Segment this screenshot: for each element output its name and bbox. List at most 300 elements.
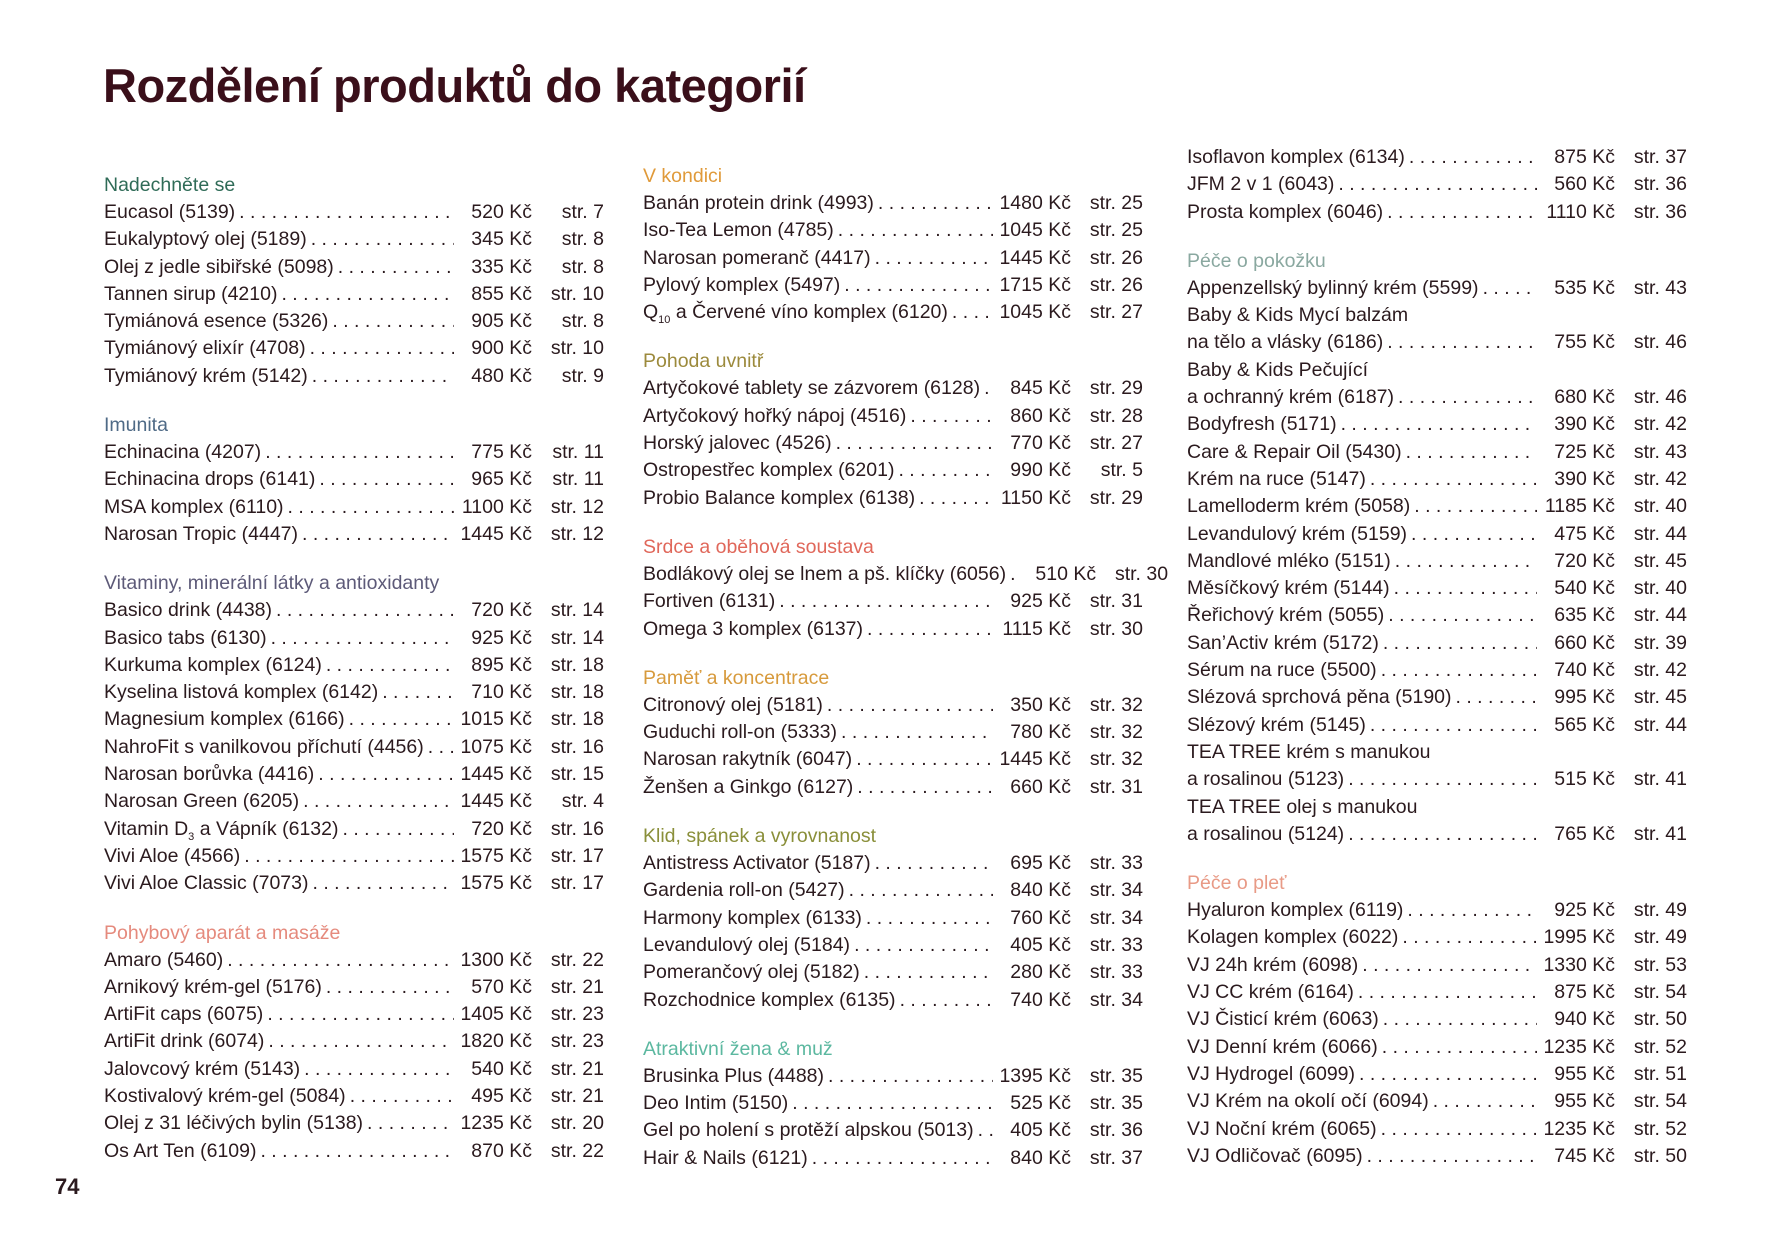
page-reference: str. 11	[552, 441, 604, 464]
page-reference: str. 37	[1089, 1146, 1143, 1169]
product-name-line: TEA TREE olej s manukou	[1187, 795, 1418, 818]
page-reference: str. 34	[1089, 988, 1143, 1011]
product-price: 765 Kč	[1554, 822, 1615, 845]
dot-leader	[227, 947, 454, 974]
product-row	[1187, 630, 1687, 657]
dot-leader	[1370, 466, 1537, 493]
product-name: VJ Odličovač (6095)	[1187, 1144, 1363, 1167]
product-name: Omega 3 komplex (6137)	[643, 617, 864, 640]
product-row	[104, 308, 604, 335]
product-row	[1187, 521, 1687, 548]
page-reference: str. 21	[550, 1085, 604, 1108]
page-reference: str. 32	[1089, 721, 1143, 744]
product-price: 995 Kč	[1554, 686, 1615, 709]
product-row	[104, 1138, 604, 1165]
product-row	[1187, 657, 1687, 684]
product-price: 925 Kč	[1010, 590, 1071, 613]
product-row	[104, 679, 604, 706]
page-reference: str. 23	[550, 1003, 604, 1026]
dot-leader	[1383, 1006, 1537, 1033]
dot-leader	[326, 974, 454, 1001]
dot-leader	[1407, 897, 1537, 924]
product-price: 900 Kč	[471, 337, 532, 360]
product-name: Tymiánový krém (5142)	[104, 364, 308, 387]
product-name: Vivi Aloe Classic (7073)	[104, 872, 309, 895]
dot-leader	[312, 363, 454, 390]
page-reference: str. 12	[550, 495, 604, 518]
dot-leader	[875, 245, 993, 272]
product-row	[643, 692, 1143, 719]
page-number: 74	[55, 1174, 80, 1199]
product-name: MSA komplex (6110)	[104, 495, 284, 518]
page-reference: str. 44	[1633, 713, 1687, 736]
product-price: 840 Kč	[1010, 879, 1071, 902]
product-price: 955 Kč	[1554, 1062, 1615, 1085]
product-row	[1187, 199, 1687, 226]
product-name: Appenzellský bylinný krém (5599)	[1187, 276, 1479, 299]
product-name: a rosalinou (5123)	[1187, 768, 1345, 791]
page-reference: str. 44	[1633, 604, 1687, 627]
dot-leader	[910, 403, 993, 430]
dot-leader	[779, 588, 993, 615]
product-name: Sérum na ruce (5500)	[1187, 659, 1377, 682]
product-name: Narosan borůvka (4416)	[104, 763, 315, 786]
page-reference: str. 16	[550, 735, 604, 758]
product-row	[643, 403, 1143, 430]
dot-leader	[878, 190, 993, 217]
product-name: Probio Balance komplex (6138)	[643, 486, 916, 509]
product-row	[643, 588, 1143, 615]
product-row	[643, 932, 1143, 959]
page-reference: str. 50	[1633, 1144, 1687, 1167]
product-price: 280 Kč	[1010, 961, 1071, 984]
category-section	[643, 162, 1143, 326]
product-name: a ochranný krém (6187)	[1187, 386, 1395, 409]
product-row	[104, 597, 604, 624]
product-name: Horský jalovec (4526)	[643, 432, 832, 455]
product-row	[643, 561, 1169, 588]
category-title: Srdce a oběhová soustava	[643, 535, 874, 558]
product-row	[1187, 897, 1687, 924]
product-row	[104, 1056, 604, 1083]
page-reference: str. 22	[550, 1139, 604, 1162]
dot-leader	[1411, 521, 1537, 548]
page-reference: str. 18	[550, 681, 604, 704]
product-price: 775 Kč	[471, 441, 532, 464]
product-name: Iso-Tea Lemon (4785)	[643, 219, 834, 242]
product-row	[1187, 766, 1687, 793]
product-name: Olej z 31 léčivých bylin (5138)	[104, 1112, 364, 1135]
dot-leader	[828, 1063, 993, 1090]
column-1	[104, 171, 604, 1186]
page-reference: str. 18	[550, 653, 604, 676]
product-name: Kyselina listová komplex (6142)	[104, 681, 379, 704]
product-name: Rozchodnice komplex (6135)	[643, 988, 896, 1011]
product-row	[1187, 712, 1687, 739]
product-name: Levandulový krém (5159)	[1187, 522, 1408, 545]
dot-leader	[849, 877, 993, 904]
page-reference: str. 26	[1089, 273, 1143, 296]
dot-leader	[1348, 766, 1537, 793]
page-reference: str. 41	[1633, 822, 1687, 845]
product-name: Narosan pomeranč (4417)	[643, 246, 871, 269]
dot-leader	[1456, 684, 1538, 711]
page-reference: str. 15	[550, 763, 604, 786]
page-reference: str. 33	[1089, 933, 1143, 956]
page-reference: str. 4	[561, 790, 604, 813]
product-price: 390 Kč	[1554, 467, 1615, 490]
product-row	[104, 843, 604, 870]
page-reference: str. 43	[1633, 276, 1687, 299]
product-price: 965 Kč	[471, 468, 532, 491]
product-row	[643, 430, 1143, 457]
product-price: 895 Kč	[471, 653, 532, 676]
product-name: Krém na ruce (5147)	[1187, 467, 1366, 490]
product-row	[1187, 979, 1687, 1006]
product-price: 760 Kč	[1010, 906, 1071, 929]
product-row	[643, 1063, 1143, 1090]
dot-leader	[303, 788, 454, 815]
page-reference: str. 8	[561, 255, 604, 278]
page-reference: str. 49	[1633, 899, 1687, 922]
product-row	[104, 521, 604, 548]
category-title: Péče o pleť	[1187, 872, 1287, 895]
dot-leader	[1388, 602, 1537, 629]
dot-leader	[864, 959, 993, 986]
dot-leader	[1406, 439, 1537, 466]
page-reference: str. 54	[1633, 981, 1687, 1004]
page-reference: str. 9	[561, 364, 604, 387]
product-name: ArtiFit drink (6074)	[104, 1030, 265, 1053]
product-name	[643, 299, 952, 326]
product-name: Vivi Aloe (4566)	[104, 844, 241, 867]
product-row	[104, 439, 604, 466]
product-name: Levandulový olej (5184)	[643, 933, 851, 956]
product-name: a rosalinou (5124)	[1187, 822, 1345, 845]
product-name: Basico drink (4438)	[104, 599, 272, 622]
product-name: Tymiánový elixír (4708)	[104, 337, 306, 360]
product-row	[643, 245, 1143, 272]
product-row	[104, 335, 604, 362]
product-name: Narosan rakytník (6047)	[643, 748, 853, 771]
product-row	[1187, 575, 1687, 602]
dot-leader	[838, 217, 993, 244]
dot-leader	[1359, 1061, 1537, 1088]
product-price: 1185 Kč	[1544, 495, 1615, 518]
product-name-part: Vitamin D	[104, 817, 189, 840]
product-name: VJ CC krém (6164)	[1187, 981, 1354, 1004]
dot-leader	[367, 1110, 454, 1137]
product-price: 560 Kč	[1554, 173, 1615, 196]
product-name: Slézový krém (5145)	[1187, 713, 1366, 736]
dot-leader	[1398, 384, 1537, 411]
dot-leader	[239, 199, 454, 226]
dot-leader	[836, 430, 993, 457]
product-price: 1575 Kč	[460, 844, 532, 867]
product-price: 925 Kč	[1554, 899, 1615, 922]
dot-leader	[792, 1090, 993, 1117]
product-price: 725 Kč	[1554, 440, 1615, 463]
product-name: VJ Denní krém (6066)	[1187, 1035, 1378, 1058]
product-name: Antistress Activator (5187)	[643, 852, 871, 875]
product-price: 525 Kč	[1010, 1092, 1071, 1115]
product-price: 1715 Kč	[999, 273, 1071, 296]
product-row	[104, 761, 604, 788]
product-row	[104, 788, 604, 815]
product-row	[104, 734, 604, 761]
dot-leader	[260, 1138, 454, 1165]
product-row	[1187, 548, 1687, 575]
product-name: Tymiánová esence (5326)	[104, 310, 329, 333]
page-reference: str. 45	[1633, 549, 1687, 572]
product-name: Artyčokové tablety se zázvorem (6128)	[643, 377, 981, 400]
product-price: 720 Kč	[471, 599, 532, 622]
page-reference: str. 34	[1089, 906, 1143, 929]
product-price: 990 Kč	[1010, 459, 1071, 482]
product-price: 660 Kč	[1010, 775, 1071, 798]
page-reference: str. 31	[1089, 775, 1143, 798]
dot-leader	[1370, 712, 1537, 739]
product-name: VJ Krém na okolí očí (6094)	[1187, 1090, 1429, 1113]
dot-leader	[812, 1145, 993, 1172]
page-reference: str. 46	[1633, 386, 1687, 409]
product-name: Měsíčkový krém (5144)	[1187, 577, 1390, 600]
page-reference: str. 44	[1633, 522, 1687, 545]
product-row	[104, 226, 604, 253]
page-reference: str. 22	[550, 948, 604, 971]
category-title: Nadechněte se	[104, 174, 236, 196]
product-row	[1187, 144, 1687, 171]
product-row	[643, 774, 1143, 801]
page-title: Rozdělení produktů do kategorií	[103, 59, 806, 112]
dot-leader	[898, 457, 993, 484]
category-title: Pohybový aparát a masáže	[104, 921, 341, 944]
dot-leader	[1394, 575, 1537, 602]
product-row	[1187, 329, 1687, 356]
product-row	[104, 706, 604, 733]
category-title: Paměť a koncentrace	[643, 666, 830, 689]
category-section	[643, 822, 1143, 1014]
product-price: 1405 Kč	[460, 1003, 532, 1026]
product-row	[643, 1145, 1143, 1172]
dot-leader	[919, 485, 993, 512]
dot-leader	[302, 521, 454, 548]
page-reference: str. 8	[561, 228, 604, 251]
product-row	[104, 974, 604, 1001]
product-price: 405 Kč	[1010, 1119, 1071, 1142]
product-price: 1445 Kč	[460, 763, 532, 786]
product-row	[104, 466, 604, 493]
dot-leader	[900, 987, 993, 1014]
product-price: 1235 Kč	[1543, 1035, 1615, 1058]
product-row	[643, 1090, 1143, 1117]
dot-leader	[1367, 1143, 1537, 1170]
product-row	[1187, 171, 1687, 198]
page-reference: str. 34	[1089, 879, 1143, 902]
product-name-line: Baby & Kids Mycí balzám	[1187, 304, 1409, 327]
product-name-subscript: 3	[188, 830, 195, 843]
page-reference: str. 42	[1633, 413, 1687, 436]
page-reference: str. 21	[550, 975, 604, 998]
product-name: Kurkuma komplex (6124)	[104, 653, 322, 676]
product-price: 955 Kč	[1554, 1090, 1615, 1113]
product-name: Gardenia roll-on (5427)	[643, 879, 845, 902]
page-reference: str. 31	[1089, 590, 1143, 613]
product-price: 720 Kč	[1554, 549, 1615, 572]
product-name-line: TEA TREE krém s manukou	[1187, 740, 1431, 763]
category-section	[643, 347, 1143, 511]
product-price: 710 Kč	[471, 681, 532, 704]
dot-leader	[268, 1028, 454, 1055]
product-price: 745 Kč	[1554, 1144, 1615, 1167]
page-reference: str. 43	[1633, 440, 1687, 463]
product-row	[643, 272, 1143, 299]
product-name: Jalovcový krém (5143)	[104, 1057, 301, 1080]
product-name-part: a Vápník (6132)	[194, 817, 339, 840]
product-price: 780 Kč	[1010, 721, 1071, 744]
product-row	[1187, 952, 1687, 979]
category-title: Vitaminy, minerální látky a antioxidanty	[104, 572, 440, 595]
product-name-first-line	[1187, 794, 1687, 821]
product-row	[104, 199, 604, 226]
product-name: Os Art Ten (6109)	[104, 1139, 257, 1162]
product-price: 1445 Kč	[460, 522, 532, 545]
product-price: 1150 Kč	[1000, 486, 1071, 509]
product-name: Ostropestřec komplex (6201)	[643, 459, 895, 482]
product-row	[104, 652, 604, 679]
product-name	[104, 816, 342, 843]
product-price: 635 Kč	[1554, 604, 1615, 627]
product-row	[1187, 466, 1687, 493]
product-name: VJ Čisticí krém (6063)	[1187, 1008, 1379, 1031]
product-price: 1045 Kč	[999, 301, 1071, 324]
product-row	[104, 947, 604, 974]
product-price: 1445 Kč	[999, 246, 1071, 269]
product-name-line: Baby & Kids Pečující	[1187, 358, 1369, 381]
page-reference: str. 37	[1633, 146, 1687, 168]
product-name: Fortiven (6131)	[643, 590, 776, 613]
page-reference: str. 16	[550, 817, 604, 840]
product-name: NahroFit s vanilkovou příchutí (4456)	[104, 735, 424, 758]
product-price: 1235 Kč	[1543, 1117, 1615, 1140]
product-name-part: Q	[643, 301, 659, 324]
page-reference: str. 30	[1114, 562, 1169, 585]
product-name: Deo Intim (5150)	[643, 1092, 789, 1115]
dot-leader	[428, 734, 454, 761]
product-row	[104, 494, 604, 521]
product-name: Amaro (5460)	[104, 948, 224, 971]
product-row	[104, 363, 604, 390]
page-reference: str. 33	[1089, 961, 1143, 984]
page-reference: str. 52	[1633, 1117, 1687, 1140]
product-price: 875 Kč	[1554, 981, 1615, 1004]
product-name: Řeřichový krém (5055)	[1187, 604, 1385, 627]
product-price: 1115 Kč	[1002, 617, 1071, 640]
page-reference: str. 23	[550, 1030, 604, 1053]
product-row	[643, 217, 1143, 244]
product-row	[104, 1083, 604, 1110]
product-name: Gel po holení s protěží alpskou (5013)	[643, 1119, 974, 1142]
page-reference: str. 17	[550, 872, 604, 895]
product-price: 1110 Kč	[1546, 200, 1615, 223]
product-row	[1187, 411, 1687, 438]
product-row	[1187, 1034, 1687, 1061]
page-reference: str. 30	[1089, 617, 1143, 640]
product-row	[643, 719, 1143, 746]
product-price: 1330 Kč	[1543, 953, 1615, 976]
product-row	[1187, 602, 1687, 629]
dot-leader	[827, 692, 993, 719]
product-name-first-line	[1187, 739, 1687, 766]
product-name: Eukalyptový olej (5189)	[104, 228, 307, 251]
product-name: Artyčokový hořký nápoj (4516)	[643, 404, 907, 427]
dot-leader	[952, 299, 993, 326]
product-name: Narosan Tropic (4447)	[104, 522, 299, 545]
product-price: 390 Kč	[1554, 413, 1615, 436]
page-reference: str. 40	[1633, 495, 1687, 518]
page-reference: str. 52	[1633, 1035, 1687, 1058]
dot-leader	[326, 652, 454, 679]
product-row	[643, 375, 1143, 402]
dot-leader	[338, 254, 454, 281]
dot-leader	[350, 1083, 454, 1110]
product-name: Isoflavon komplex (6134)	[1187, 146, 1405, 168]
product-name: Kostivalový krém-gel (5084)	[104, 1085, 346, 1108]
dot-leader	[1381, 657, 1537, 684]
product-price: 1395 Kč	[999, 1064, 1071, 1087]
category-section	[1187, 144, 1687, 226]
product-name: Banán protein drink (4993)	[643, 192, 874, 214]
page-reference: str. 51	[1633, 1062, 1687, 1085]
product-row	[104, 816, 604, 843]
page-reference: str. 8	[561, 310, 604, 333]
product-price: 1445 Kč	[460, 790, 532, 813]
product-row	[643, 850, 1143, 877]
product-name: Narosan Green (6205)	[104, 790, 300, 813]
product-price: 860 Kč	[1010, 404, 1071, 427]
product-name: Harmony komplex (6133)	[643, 906, 862, 929]
product-row	[1187, 1116, 1687, 1143]
dot-leader	[1362, 952, 1537, 979]
product-name-first-line	[1187, 302, 1687, 329]
dot-leader	[984, 375, 993, 402]
product-name: Eucasol (5139)	[104, 201, 236, 223]
product-name: ArtiFit caps (6075)	[104, 1003, 264, 1026]
product-row	[643, 299, 1143, 326]
product-name-part: a Červené víno komplex (6120)	[670, 301, 948, 324]
dot-leader	[866, 905, 993, 932]
product-name: Slézová sprchová pěna (5190)	[1187, 686, 1452, 709]
category-title: Imunita	[104, 414, 168, 437]
product-row	[643, 746, 1143, 773]
dot-leader	[342, 816, 454, 843]
product-price: 1480 Kč	[999, 192, 1071, 214]
dot-leader	[1409, 144, 1537, 171]
category-title: Péče o pokožku	[1187, 249, 1326, 272]
page-reference: str. 29	[1089, 486, 1143, 509]
product-name: Echinacina drops (6141)	[104, 468, 316, 491]
dot-leader	[311, 226, 454, 253]
product-price: 905 Kč	[471, 310, 532, 333]
page-reference: str. 54	[1633, 1090, 1687, 1113]
product-row	[1187, 1061, 1687, 1088]
product-name: Guduchi roll-on (5333)	[643, 721, 838, 744]
product-row	[1187, 924, 1687, 951]
product-row	[1187, 439, 1687, 466]
product-price: 660 Kč	[1554, 631, 1615, 654]
page-reference: str. 28	[1089, 404, 1143, 427]
product-name: Hair & Nails (6121)	[643, 1146, 808, 1169]
